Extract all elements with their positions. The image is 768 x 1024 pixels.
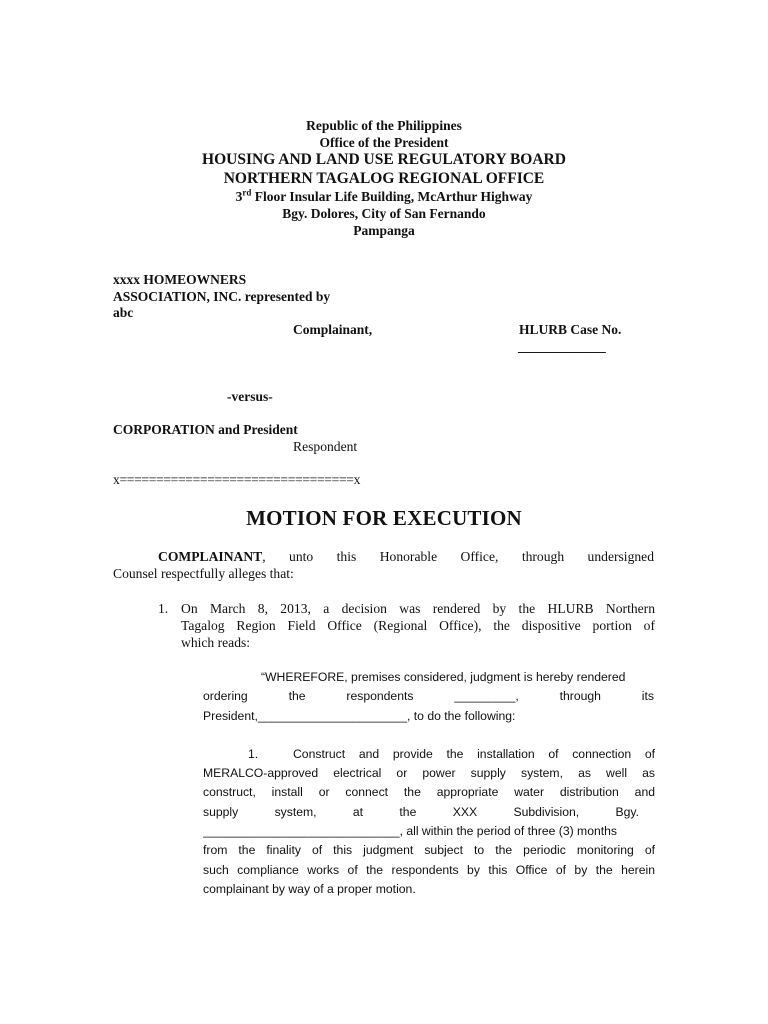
item1-number: 1. [158, 601, 169, 616]
item1-line2: Tagalog Region Field Office (Regional Office), the dispositive portion of [181, 618, 655, 633]
item1-line3: which reads: [181, 635, 251, 650]
header-address-line3: Pampanga [353, 223, 415, 238]
document-title: MOTION FOR EXECUTION [246, 506, 522, 530]
quote-sub-line7: such compliance works of the respondents by this Office of by the herein [203, 863, 655, 877]
quote-sub-line5: _____________________________, all within the period of three (3) months [203, 824, 618, 838]
quote-line2: ordering the respondents _________, through its [203, 689, 654, 703]
complainant-name-line1: xxxx HOMEOWNERS [113, 272, 247, 287]
quote-sub-line3: construct, install or connect the appropriate water distribution and [203, 785, 655, 799]
quote-sub-line1: Construct and provide the installation of connection of [293, 747, 655, 761]
respondent-role: Respondent [293, 439, 358, 454]
header-republic: Republic of the Philippines [306, 118, 462, 133]
address-floor: 3 [235, 189, 243, 204]
quote-sub-line8: complainant by way of a proper motion. [203, 882, 416, 896]
quote-line1: “WHEREFORE, premises considered, judgment is hereby rendered [261, 670, 626, 684]
header-address-line2: Bgy. Dolores, City of San Fernando [282, 206, 486, 221]
complainant-role: Complainant, [293, 322, 373, 337]
quote-sub-line6: from the finality of this judgment subject to the periodic monitoring of [203, 843, 655, 857]
header-address-line1 [0, 189, 768, 205]
quote-sub-number: 1. [248, 747, 259, 761]
intro-line2: Counsel respectfully alleges that: [113, 566, 294, 581]
quote-sub-line4: supply system, at the XXX Subdivision, Bgy. [203, 805, 639, 819]
header-office: Office of the President [319, 135, 449, 150]
intro-complainant-bold: COMPLAINANT [158, 549, 263, 564]
case-number-label: HLURB Case No. [519, 322, 622, 337]
caption-separator: x================================x [113, 472, 361, 487]
quote-sub-line2: MERALCO-approved electrical or power supply system, as well as [203, 766, 655, 780]
intro-line1-rest: , unto this Honorable Office, through undersigned [262, 549, 654, 564]
versus-label: -versus- [227, 389, 273, 404]
item1-line1: On March 8, 2013, a decision was rendered by the HLURB Northern [181, 601, 655, 616]
case-number-blank: _____________ [518, 339, 606, 354]
header-regional-office: NORTHERN TAGALOG REGIONAL OFFICE [223, 170, 545, 187]
header-agency: HOUSING AND LAND USE REGULATORY BOARD [202, 151, 566, 168]
respondent-name: CORPORATION and President [113, 422, 298, 437]
complainant-name-line3: abc [113, 305, 134, 320]
address-street: Floor Insular Life Building, McArthur Highway [251, 189, 533, 204]
address-floor-suffix: rd [242, 187, 252, 198]
complainant-name-line2: ASSOCIATION, INC. represented by [113, 289, 331, 304]
intro-line1 [158, 549, 654, 566]
quote-line3: President,______________________, to do the following: [203, 709, 516, 723]
